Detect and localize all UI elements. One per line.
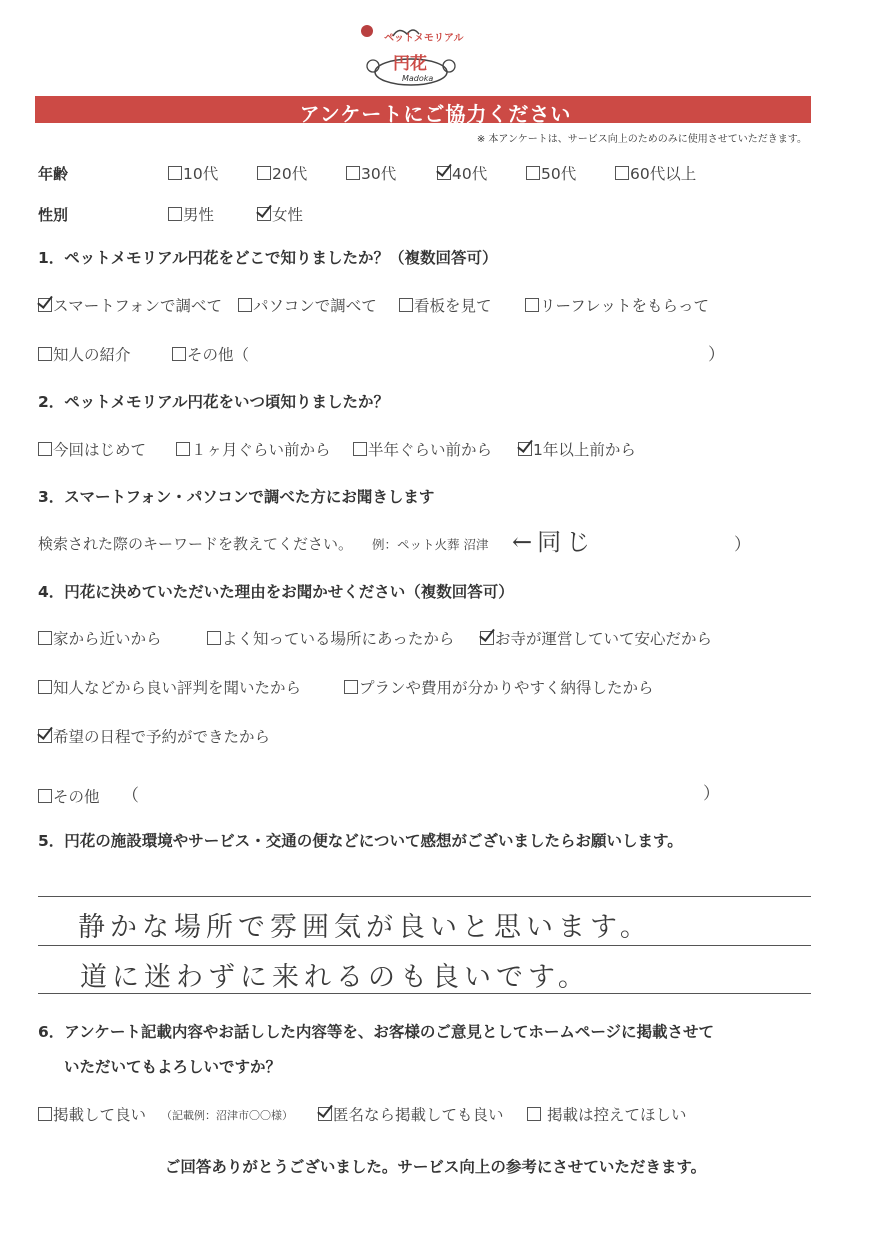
q1-option-leaflet[interactable]: リーフレットをもらって (525, 294, 709, 316)
checkbox-checked[interactable] (480, 631, 494, 645)
q3-keyword-answer[interactable]: ←同じ (512, 528, 596, 556)
logo-brand: 円花 (393, 54, 427, 74)
checkbox[interactable] (38, 347, 52, 361)
checkbox[interactable] (346, 166, 360, 180)
q1-close-paren: ） (708, 345, 725, 365)
q2-option-halfyear[interactable]: 半年ぐらい前から (353, 438, 492, 460)
q6-title-line1: 6．アンケート記載内容やお話しした内容等を、お客様のご意見としてホームページに掲載させて (38, 1023, 715, 1041)
checkbox[interactable] (353, 442, 367, 456)
q2-option-1year[interactable]: 1年以上前から (518, 438, 636, 460)
q6-option-publish-ok[interactable]: 掲載して良い (38, 1103, 146, 1125)
age-option-60plus[interactable]: 60代以上 (615, 162, 696, 184)
q4-option-clear-pricing[interactable]: プランや費用が分かりやすく納得したから (344, 676, 654, 698)
q3-title: 3．スマートフォン・パソコンで調べた方にお聞きします (38, 488, 435, 506)
usage-note: ※ 本アンケートは、サービス向上のためのみに使用させていただきます。 (476, 134, 807, 145)
checkbox[interactable] (525, 298, 539, 312)
checkbox[interactable] (527, 1107, 541, 1121)
answer-line (38, 993, 811, 994)
q4-option-good-reputation[interactable]: 知人などから良い評判を聞いたから (38, 676, 301, 698)
q4-close-paren: ） (703, 784, 720, 804)
checkbox[interactable] (38, 789, 52, 803)
q4-title: 4．円花に決めていただいた理由をお聞かせください（複数回答可） (38, 583, 514, 601)
checkbox-checked[interactable] (437, 166, 451, 180)
q4-option-schedule[interactable]: 希望の日程で予約ができたから (38, 725, 270, 747)
logo-text: ペットメモリアル (384, 33, 464, 44)
checkbox[interactable] (38, 1107, 52, 1121)
checkbox[interactable] (257, 166, 271, 180)
q3-prompt: 検索された際のキーワードを教えてください。 (38, 535, 354, 553)
q4-option-temple-run[interactable]: お寺が運営していて安心だから (480, 627, 712, 649)
checkbox[interactable] (172, 347, 186, 361)
q1-option-referral[interactable]: 知人の紹介 (38, 343, 131, 365)
q3-example: 例：ペット火葬 沼津 (372, 537, 489, 552)
checkbox-checked[interactable] (38, 729, 52, 743)
q4-option-other[interactable]: その他 (38, 785, 100, 807)
checkbox-checked[interactable] (318, 1107, 332, 1121)
answer-line (38, 945, 811, 946)
q5-answer-line-2[interactable]: 道に迷わずに来れるのも良いです。 (80, 962, 590, 993)
checkbox-checked[interactable] (38, 298, 52, 312)
gender-option-female[interactable]: 女性 (257, 203, 303, 225)
q4-option-known-place[interactable]: よく知っている場所にあったから (207, 627, 454, 649)
q4-open-paren: （ (122, 786, 139, 806)
checkbox[interactable] (38, 442, 52, 456)
q1-option-signboard[interactable]: 看板を見て (399, 294, 492, 316)
checkbox[interactable] (207, 631, 221, 645)
checkbox-checked[interactable] (518, 442, 532, 456)
q1-option-smartphone[interactable]: スマートフォンで調べて (38, 294, 222, 316)
checkbox[interactable] (615, 166, 629, 180)
answer-line (38, 896, 811, 897)
q6-example-note: （記載例：沼津市〇〇様） (161, 1109, 293, 1122)
q1-option-pc[interactable]: パソコンで調べて (238, 294, 377, 316)
checkbox[interactable] (38, 631, 52, 645)
checkbox[interactable] (238, 298, 252, 312)
checkbox-checked[interactable] (257, 207, 271, 221)
thank-you-message: ご回答ありがとうございました。サービス向上の参考にさせていただきます。 (164, 1158, 707, 1176)
checkbox[interactable] (526, 166, 540, 180)
q2-option-first-time[interactable]: 今回はじめて (38, 438, 146, 460)
checkbox[interactable] (344, 680, 358, 694)
q6-option-anonymous[interactable]: 匿名なら掲載しても良い (318, 1103, 504, 1125)
checkbox[interactable] (399, 298, 413, 312)
age-option-10[interactable]: 10代 (168, 162, 218, 184)
q5-answer-line-1[interactable]: 静かな場所で雰囲気が良いと思います。 (78, 912, 652, 943)
age-option-20[interactable]: 20代 (257, 162, 307, 184)
age-option-50[interactable]: 50代 (526, 162, 576, 184)
q5-title: 5．円花の施設環境やサービス・交通の便などについて感想がございましたらお願いします。 (38, 832, 683, 850)
checkbox[interactable] (176, 442, 190, 456)
q6-title-line2: いただいてもよろしいですか？ (64, 1058, 282, 1076)
q2-option-1month[interactable]: １ヶ月ぐらい前から (176, 438, 331, 460)
checkbox[interactable] (38, 680, 52, 694)
age-option-30[interactable]: 30代 (346, 162, 396, 184)
age-option-40[interactable]: 40代 (437, 162, 487, 184)
checkbox[interactable] (168, 207, 182, 221)
logo-sub: Madoka (402, 74, 434, 83)
age-label: 年齢 (38, 165, 69, 183)
q3-close-paren: ） (734, 535, 751, 555)
q1-option-other[interactable]: その他（ (172, 343, 249, 365)
q6-option-decline[interactable]: 掲載は控えてほしい (527, 1103, 687, 1125)
gender-option-male[interactable]: 男性 (168, 203, 214, 225)
q1-title: 1．ペットメモリアル円花をどこで知りましたか？（複数回答可） (38, 249, 498, 267)
checkbox[interactable] (168, 166, 182, 180)
gender-label: 性別 (38, 206, 69, 224)
page-title: アンケートにご協力ください (299, 102, 572, 126)
q4-option-near-home[interactable]: 家から近いから (38, 627, 162, 649)
q2-title: 2．ペットメモリアル円花をいつ頃知りましたか？ (38, 393, 390, 411)
